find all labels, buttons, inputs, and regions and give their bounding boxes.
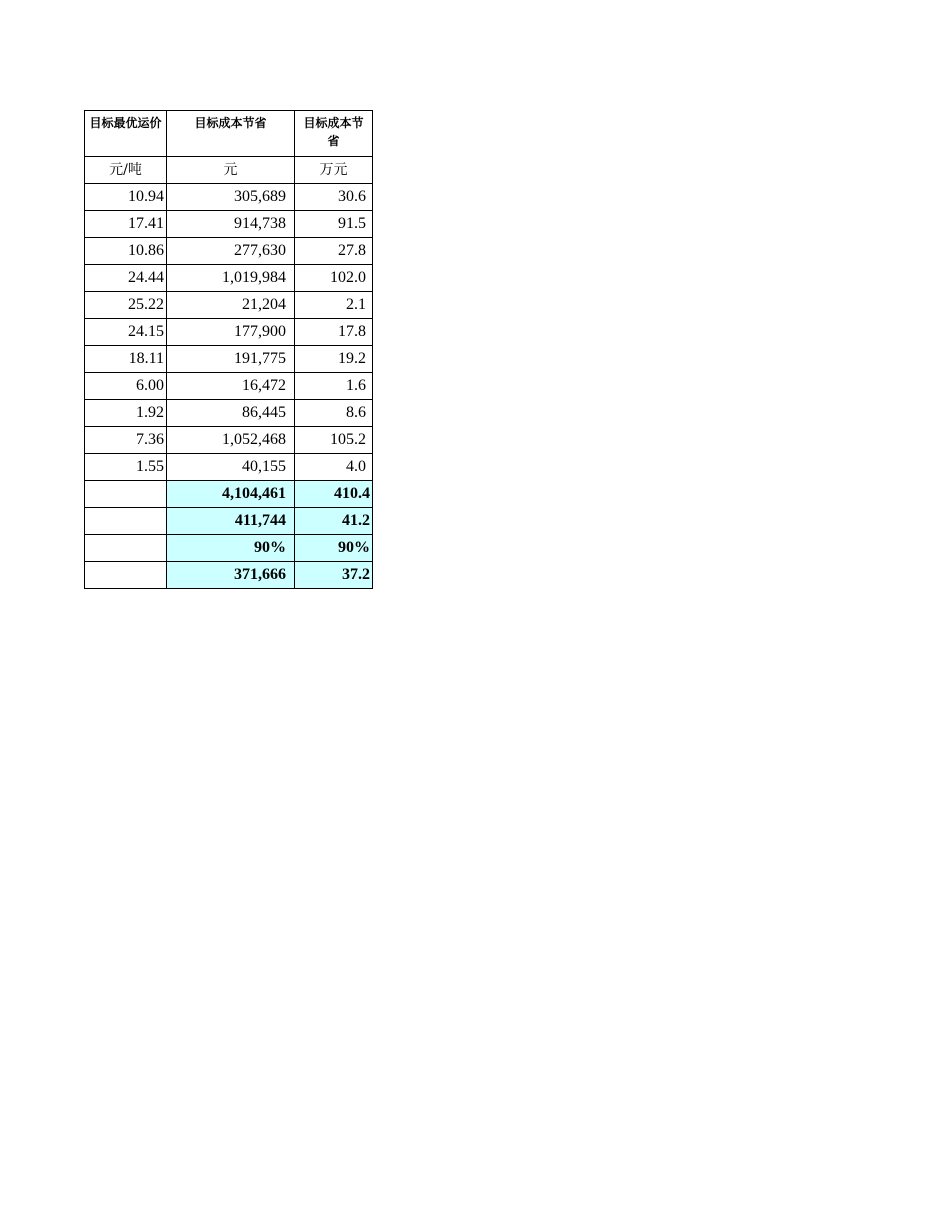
header-cell-cost-saving-yuan[interactable]: 目标成本节省	[167, 111, 295, 157]
table-cell[interactable]: 21,204	[167, 292, 295, 319]
table-cell[interactable]: 86,445	[167, 400, 295, 427]
table-row	[85, 265, 373, 292]
table-cell[interactable]: 17.8	[295, 319, 373, 346]
summary-row	[85, 535, 373, 562]
empty-cell[interactable]	[85, 562, 167, 589]
table-cell[interactable]: 1.92	[85, 400, 167, 427]
table-cell[interactable]: 102.0	[295, 265, 373, 292]
table-cell[interactable]: 18.11	[85, 346, 167, 373]
table-cell[interactable]: 277,630	[167, 238, 295, 265]
table-row	[85, 454, 373, 481]
header-cell-optimal-freight[interactable]: 目标最优运价	[85, 111, 167, 157]
summary-cell[interactable]: 371,666	[167, 562, 295, 589]
empty-cell[interactable]	[85, 508, 167, 535]
table-cell[interactable]: 1,052,468	[167, 427, 295, 454]
empty-cell[interactable]	[85, 535, 167, 562]
table-cell[interactable]: 6.00	[85, 373, 167, 400]
summary-row	[85, 481, 373, 508]
table-cell[interactable]: 24.44	[85, 265, 167, 292]
table-cell[interactable]: 24.15	[85, 319, 167, 346]
table-cell[interactable]: 2.1	[295, 292, 373, 319]
summary-row	[85, 562, 373, 589]
table-cell[interactable]: 8.6	[295, 400, 373, 427]
table-row	[85, 238, 373, 265]
unit-cell[interactable]: 万元	[295, 157, 373, 184]
table-cell[interactable]: 305,689	[167, 184, 295, 211]
table-cell[interactable]: 177,900	[167, 319, 295, 346]
table-cell[interactable]: 91.5	[295, 211, 373, 238]
table-cell[interactable]: 10.94	[85, 184, 167, 211]
table-cell[interactable]: 40,155	[167, 454, 295, 481]
summary-cell[interactable]: 41.2	[295, 508, 373, 535]
table-cell[interactable]: 25.22	[85, 292, 167, 319]
table-cell[interactable]: 30.6	[295, 184, 373, 211]
table-row	[85, 427, 373, 454]
unit-row	[85, 157, 373, 184]
table-cell[interactable]: 10.86	[85, 238, 167, 265]
table-cell[interactable]: 191,775	[167, 346, 295, 373]
table-row	[85, 319, 373, 346]
summary-cell[interactable]: 410.4	[295, 481, 373, 508]
table-row	[85, 292, 373, 319]
summary-cell[interactable]: 4,104,461	[167, 481, 295, 508]
header-cell-cost-saving-wan[interactable]: 目标成本节省	[295, 111, 373, 157]
table-cell[interactable]: 17.41	[85, 211, 167, 238]
table-cell[interactable]: 7.36	[85, 427, 167, 454]
summary-row	[85, 508, 373, 535]
table-cell[interactable]: 4.0	[295, 454, 373, 481]
table-cell[interactable]: 16,472	[167, 373, 295, 400]
table-cell[interactable]: 1.6	[295, 373, 373, 400]
unit-cell[interactable]: 元/吨	[85, 157, 167, 184]
empty-cell[interactable]	[85, 481, 167, 508]
summary-cell[interactable]: 411,744	[167, 508, 295, 535]
table-cell[interactable]: 19.2	[295, 346, 373, 373]
table-row	[85, 373, 373, 400]
summary-cell[interactable]: 90%	[167, 535, 295, 562]
table-row	[85, 346, 373, 373]
table-row	[85, 211, 373, 238]
summary-cell[interactable]: 37.2	[295, 562, 373, 589]
header-row	[85, 111, 373, 157]
table-cell[interactable]: 105.2	[295, 427, 373, 454]
table-cell[interactable]: 1,019,984	[167, 265, 295, 292]
table-cell[interactable]: 1.55	[85, 454, 167, 481]
summary-cell[interactable]: 90%	[295, 535, 373, 562]
table-row	[85, 184, 373, 211]
unit-cell[interactable]: 元	[167, 157, 295, 184]
cost-savings-table	[84, 110, 373, 589]
table-cell[interactable]: 914,738	[167, 211, 295, 238]
table-row	[85, 400, 373, 427]
table-cell[interactable]: 27.8	[295, 238, 373, 265]
